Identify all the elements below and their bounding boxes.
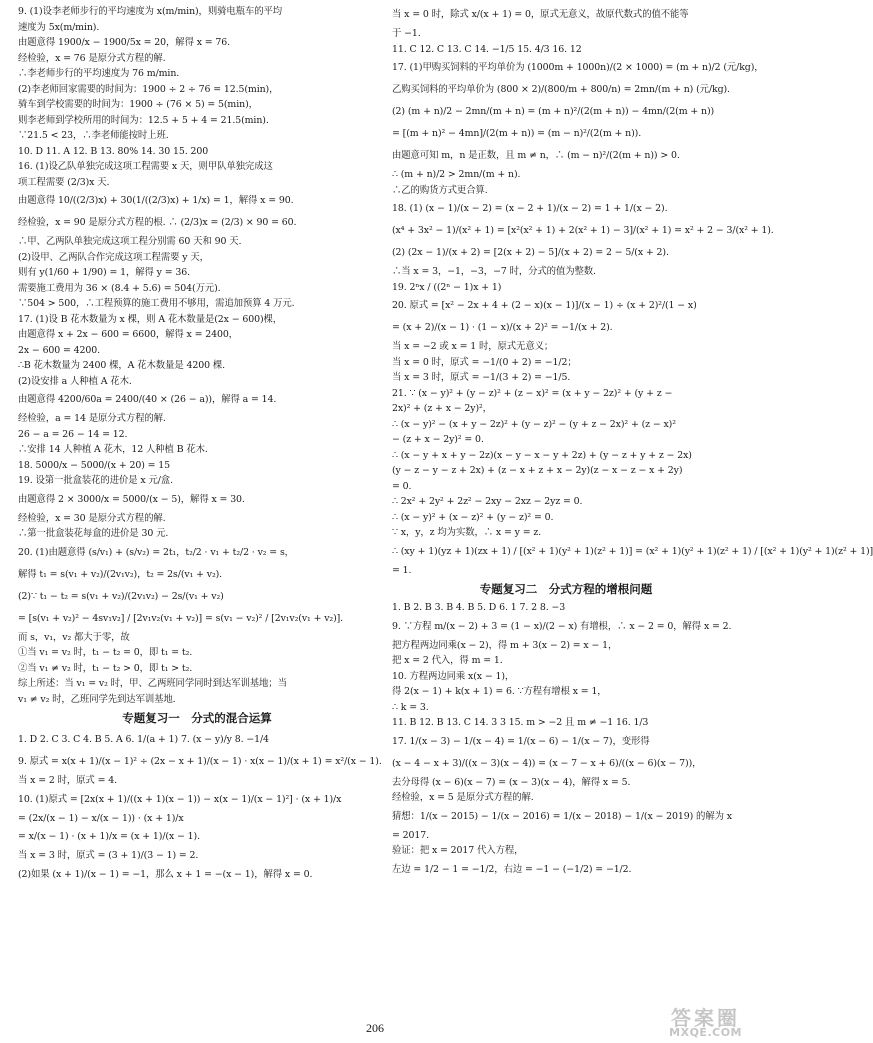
answer-line: 21. ∵ (x − y)² + (y − z)² + (z − x)² = (x + y − 2z)² + (y + z − (392, 387, 673, 399)
answer-line: 11. B 12. B 13. C 14. 3 3 15. m > −2 且 m ≠ −1 16. 1/3 (392, 717, 649, 728)
answer-line: 解得 t₁ = s(v₁ + v₂)/(2v₁v₂)，t₂ = 2s/(v₁ + v₂). (18, 568, 223, 580)
answer-line: 由题意可知 m，n 是正数，且 m ≠ n，∴ (m − n)²/(2(m + n)) > 0. (392, 150, 680, 161)
answer-line: ∴ (x − y + x + y − 2z)(x − y − x − y + 2z) + (y − z + y + z − 2x) (392, 449, 692, 461)
answer-line: ∴甲、乙两队单独完成这项工程分别需 60 天和 90 天. (18, 236, 242, 247)
answer-line: ∴当 x = 3，−1，−3，−7 时，分式的值为整数. (392, 266, 596, 277)
answer-line: − (z + x − 2y)² = 0. (392, 434, 484, 445)
answer-line: 经检验，x = 76 是原分式方程的解. (18, 52, 166, 64)
answer-line: 10. D 11. A 12. B 13. 80% 14. 30 15. 200 (18, 145, 209, 157)
answer-line: 把 x = 2 代入，得 m = 1. (392, 655, 503, 666)
answer-line: ∵ x，y，z 均为实数，∴ x = y = z. (392, 527, 542, 538)
answer-line: 19. 设第一批盒装花的进价是 x 元/盒. (18, 475, 173, 486)
answer-line: 26 − a = 26 − 14 = 12. (18, 428, 128, 440)
answer-line: (x − 4 − x + 3)/((x − 3)(x − 4)) = (x − 7 − x + 6)/((x − 6)(x − 7))， (392, 757, 702, 769)
answer-line: 验证：把 x = 2017 代入方程， (392, 845, 524, 856)
answer-line: = (x + 2)/(x − 1) · (1 − x)/(x + 2)² = −1/(x + 2). (392, 322, 613, 333)
answer-line: (x⁴ + 3x² − 1)/(x² + 1) = [x²(x² + 1) + 2(x² + 1) − 3]/(x² + 1) = x² + 2 − 3/(x² + 1). (392, 225, 774, 236)
answer-line: 当 x = 0 时，原式 = −1/(0 + 2) = −1/2； (392, 356, 577, 368)
answer-line: ∴B 花木数量为 2400 棵，A 花木数量是 4200 棵. (18, 360, 225, 371)
answer-line: 于 −1. (392, 28, 421, 39)
answer-line: ∴安排 14 人种植 A 花木，12 人种植 B 花木. (18, 444, 208, 455)
answer-line: = [s(v₁ + v₂)² − 4sv₁v₂] / [2v₁v₂(v₁ + v₂)] = s(v₁ − v₂)² / [2v₁v₂(v₁ + v₂)]. (18, 612, 344, 624)
answer-line: 把方程两边同乘(x − 2)，得 m + 3(x − 2) = x − 1， (392, 639, 618, 651)
answer-line: ∴ (xy + 1)(yz + 1)(zx + 1) / [(x² + 1)(y² + 1)(z² + 1)] = (x² + 1)(y² + 1)(z² + 1) / [(x² + 1)(y² + 1)(z² + 1)] (392, 545, 873, 557)
answer-line: 1. D 2. C 3. C 4. B 5. A 6. 1/(a + 1) 7. (x − y)/y 8. −1/4 (18, 734, 269, 745)
answer-line: 当 x = 3 时，原式 = (3 + 1)/(3 − 1) = 2. (18, 850, 199, 861)
answer-line: 经检验，x = 5 是原分式方程的解. (392, 792, 534, 803)
left-column (18, 4, 382, 886)
answer-line: 猜想：1/(x − 2015) − 1/(x − 2016) = 1/(x − 2018) − 1/(x − 2019) 的解为 x (392, 810, 732, 822)
answer-line: 18. (1) (x − 1)/(x − 2) = (x − 2 + 1)/(x − 2) = 1 + 1/(x − 2). (392, 203, 668, 214)
answer-line: 9. (1)设李老师步行的平均速度为 x(m/min)，则骑电瓶车的平均 (18, 6, 283, 17)
answer-line: (2) (m + n)/2 − 2mn/(m + n) = (m + n)²/(2(m + n)) − 4mn/(2(m + n)) (392, 106, 715, 117)
answer-line: 经检验，a = 14 是原分式方程的解. (18, 413, 166, 424)
answer-line: 10. (1)原式 = [2x(x + 1)/((x + 1)(x − 1)) − x(x − 1)/(x − 1)²] · (x + 1)/x (18, 793, 342, 805)
answer-line: ∴ (x − y)² − (x + y − 2z)² + (y − z)² − (y + z − 2x)² + (z − x)² (392, 418, 676, 430)
section-heading: 专题复习一 分式的混合运算 (122, 711, 272, 725)
answer-line: 去分母得 (x − 6)(x − 7) = (x − 3)(x − 4)，解得 x = 5. (392, 776, 631, 788)
answer-line: 1. B 2. B 3. B 4. B 5. D 6. 1 7. 2 8. −3 (392, 602, 566, 613)
answer-line: = (2x/(x − 1) − x/(x − 1)) · (x + 1)/x (18, 812, 184, 824)
watermark-text: 答案圈 (671, 1006, 740, 1030)
answer-line: = 1. (392, 564, 412, 576)
answer-line: 2x − 600 = 4200. (18, 344, 101, 356)
answer-line: 得 2(x − 1) + k(x + 1) = 6. ∵方程有增根 x = 1， (392, 686, 607, 697)
answer-line: (2)李老师回家需要的时间为：1900 ÷ 2 ÷ 76 = 12.5(min)， (18, 83, 279, 95)
answer-line: ∴ 2x² + 2y² + 2z² − 2xy − 2xz − 2yz = 0. (392, 496, 583, 507)
answer-line: ∴李老师步行的平均速度为 76 m/min. (18, 68, 180, 79)
section-heading: 专题复习二 分式方程的增根问题 (479, 582, 653, 596)
answer-line: 2x)² + (z + x − 2y)²， (392, 403, 492, 414)
answer-line: 经检验，x = 90 是原分式方程的根. ∴ (2/3)x = (2/3) × 90 = 60. (18, 217, 297, 228)
answer-line: 由题意得 10/((2/3)x) + 30(1/((2/3)x) + 1/x) = 1，解得 x = 90. (18, 195, 294, 206)
answer-line: v₁ ≠ v₂ 时，乙班同学先到达军训基地. (18, 693, 176, 705)
answer-line: 16. (1)设乙队单独完成这项工程需要 x 天，则甲队单独完成这 (18, 161, 273, 172)
answer-line: 20. (1)由题意得 (s/v₁) + (s/v₂) = 2t₁，t₂/2 · v₁ + t₂/2 · v₂ = s， (18, 546, 294, 558)
answer-line: 11. C 12. C 13. C 14. −1/5 15. 4/3 16. 12 (392, 43, 582, 55)
answer-line: 综上所述：当 v₁ = v₂ 时，甲、乙两班同学同时到达军训基地；当 (18, 678, 287, 689)
answer-line: 乙购买饲料的平均单价为 (800 × 2)/(800/m + 800/n) = 2mn/(m + n) (元/kg). (392, 84, 730, 95)
answer-line: 由题意得 2 × 3000/x = 5000/(x − 5)，解得 x = 30. (18, 493, 245, 505)
answer-line: ∴乙的购货方式更合算. (392, 184, 488, 196)
answer-line: = x/(x − 1) · (x + 1)/x = (x + 1)/(x − 1). (18, 831, 200, 842)
answer-line: 需要施工费用为 36 × (8.4 + 5.6) = 504(万元). (18, 282, 221, 294)
answer-line: 则有 y(1/60 + 1/90) = 1，解得 y = 36. (18, 267, 190, 278)
watermark-url: MXQE.COM (669, 1026, 742, 1039)
answer-line: 骑车到学校需要的时间为：1900 ÷ (76 × 5) = 5(min)， (18, 99, 258, 110)
answer-line: 17. (1)设 B 花木数量为 x 棵，则 A 花木数量是(2x − 600)棵， (18, 313, 283, 325)
answer-line: 由题意得 1900/x − 1900/5x = 20，解得 x = 76. (18, 37, 231, 48)
answer-line: = 2017. (392, 829, 429, 841)
answer-line: 当 x = −2 或 x = 1 时，原式无意义； (392, 341, 554, 352)
answer-line: 10. 方程两边同乘 x(x − 1)， (392, 670, 515, 682)
answer-line: ∴ (x − y)² + (x − z)² + (y − z)² = 0. (392, 511, 554, 523)
answer-line: (2) (2x − 1)/(x + 2) = [2(x + 2) − 5]/(x + 2) = 2 − 5/(x + 2). (392, 247, 669, 258)
answer-line: (2)设安排 a 人种植 A 花木. (18, 375, 132, 387)
answer-line: 而 s，v₁，v₂ 都大于零，故 (18, 631, 130, 643)
answer-line: (2)如果 (x + 1)/(x − 1) = −1，那么 x + 1 = −(x − 1)，解得 x = 0. (18, 868, 313, 880)
page-number: 206 (366, 1021, 384, 1035)
watermark-logo (604, 1002, 744, 1040)
answer-line: ∴ k = 3. (392, 701, 429, 713)
right-column (392, 4, 873, 881)
answer-line: 当 x = 2 时，原式 = 4. (18, 775, 117, 786)
answer-line: (2)∵ t₁ − t₂ = s(v₁ + v₂)/(2v₁v₂) − 2s/(v₁ + v₂) (18, 590, 224, 602)
answer-line: (y − z − y − z + 2x) + (z − x + z + x − 2y)(z − x − z − x + 2y) (392, 465, 683, 476)
answer-line: (2)设甲、乙两队合作完成这项工程需要 y 天， (18, 251, 209, 263)
answer-line: 则李老师到学校所用的时间为：12.5 + 5 + 4 = 21.5(min). (18, 114, 269, 126)
answer-line: 17. 1/(x − 3) − 1/(x − 4) = 1/(x − 6) − 1/(x − 7)，变形得 (392, 735, 650, 747)
answer-line: 当 x = 0 时，除式 x/(x + 1) = 0，原式无意义，故原代数式的值不能等 (392, 9, 689, 20)
answer-line: 18. 5000/x − 5000/(x + 20) = 15 (18, 459, 171, 471)
answer-line: 20. 原式 = [x² − 2x + 4 + (2 − x)(x − 1)]/(x − 1) ÷ (x + 2)²/(1 − x) (392, 300, 697, 311)
answer-line: 由题意得 x + 2x − 600 = 6600，解得 x = 2400， (18, 329, 238, 340)
answer-line: ∴ (m + n)/2 > 2mn/(m + n). (392, 169, 521, 180)
answer-line: 9. 原式 = x(x + 1)/(x − 1)² ÷ (2x − x + 1)/(x − 1) · x(x − 1)/(x + 1) = x²/(x − 1). (18, 756, 382, 767)
answer-line: ∵21.5 < 23，∴李老师能按时上班. (18, 130, 169, 141)
answer-line: = [(m + n)² − 4mn]/(2(m + n)) = (m − n)²/(2(m + n)). (392, 128, 642, 139)
answer-line: 9. ∵方程 m/(x − 2) + 3 = (1 − x)/(2 − x) 有增根，∴ x − 2 = 0，解得 x = 2. (392, 620, 732, 632)
answer-line: ①当 v₁ = v₂ 时，t₁ − t₂ = 0，即 t₁ = t₂. (18, 647, 193, 658)
answer-line: ∵504 > 500，∴工程预算的施工费用不够用，需追加预算 4 万元. (18, 298, 295, 309)
answer-line: 17. (1)甲购买饲料的平均单价为 (1000m + 1000n)/(2 × 1000) = (m + n)/2 (元/kg)， (392, 62, 764, 73)
answer-line: ②当 v₁ ≠ v₂ 时，t₁ − t₂ > 0，即 t₁ > t₂. (18, 662, 193, 674)
answer-line: 左边 = 1/2 − 1 = −1/2，右边 = −1 − (−1/2) = −1/2. (392, 863, 632, 875)
answer-line: 项工程需要 (2/3)x 天. (18, 176, 110, 188)
answer-line: 速度为 5x(m/min). (18, 21, 100, 33)
answer-line: 当 x = 3 时，原式 = −1/(3 + 2) = −1/5. (392, 372, 571, 383)
answer-line: ∴第一批盒装花每盒的进价是 30 元. (18, 528, 169, 539)
answer-line: 经检验，x = 30 是原分式方程的解. (18, 512, 166, 524)
answer-line: 19. 2ⁿx / ((2ⁿ − 1)x + 1) (392, 281, 502, 293)
answer-line: = 0. (392, 480, 412, 492)
answer-line: 由题意得 4200/60a = 2400/(40 × (26 − a))，解得 a = 14. (18, 394, 277, 405)
